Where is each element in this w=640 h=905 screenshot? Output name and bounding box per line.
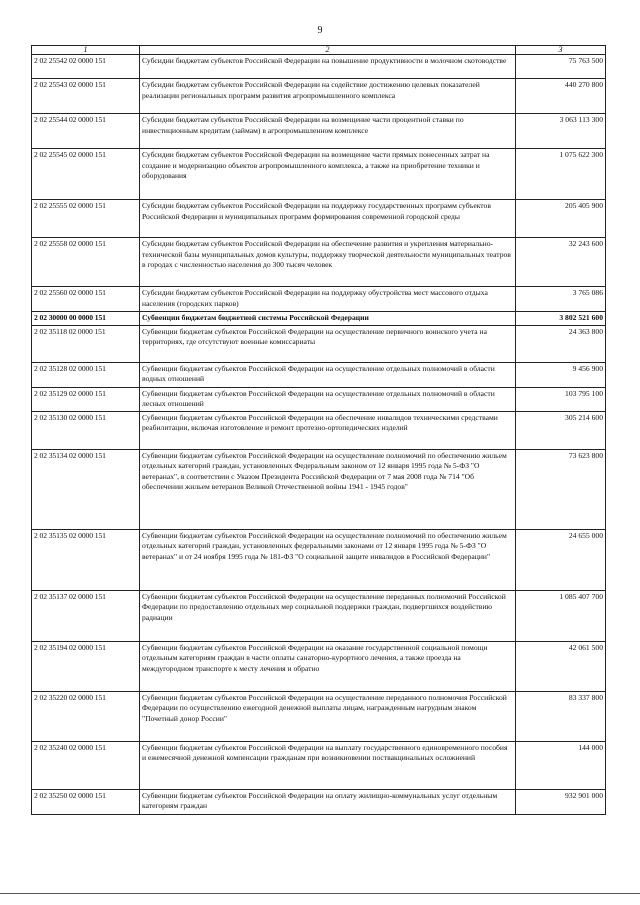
row-code: 2 02 35250 02 0000 151 (32, 789, 140, 814)
row-amount: 9 456 900 (516, 362, 606, 387)
row-name: Субвенции бюджетам субъектов Российской Федерации на осуществление переданных полномочий Российской Федерации по предоставлению отдельных мер социальной поддержки граждан, подвергшихся воздействию радиации (140, 590, 516, 641)
row-code: 2 02 35137 02 0000 151 (32, 590, 140, 641)
table-row (32, 691, 606, 741)
row-amount: 42 061 500 (516, 641, 606, 691)
row-name: Субвенции бюджетам субъектов Российской Федерации на выплату государственного единовременного пособия и ежемесячной денежной компенсации гражданам при возникновении поствакцинальных осложнений (140, 741, 516, 789)
revenue-table (31, 45, 606, 815)
table-row (32, 238, 606, 287)
table-row (32, 114, 606, 149)
table-header-row (32, 46, 606, 55)
row-name: Субсидии бюджетам субъектов Российской Федерации на возмещение части процентной ставки по инвестиционным кредитам (займам) в агропромышленном комплексе (140, 114, 516, 149)
row-amount: 144 000 (516, 741, 606, 789)
table-row (32, 55, 606, 79)
table-row (32, 312, 606, 326)
table-row (32, 590, 606, 641)
table-row (32, 200, 606, 238)
row-name: Субвенции бюджетам субъектов Российской Федерации на обеспечение инвалидов техническими средствами реабилитации, включая изготовление и ремонт протезно-ортопедических изделий (140, 411, 516, 449)
row-code: 2 02 35129 02 0000 151 (32, 387, 140, 411)
row-amount: 32 243 600 (516, 238, 606, 287)
row-amount: 1 075 622 300 (516, 149, 606, 200)
row-code: 2 02 35118 02 0000 151 (32, 325, 140, 362)
row-amount: 3 802 521 600 (516, 312, 606, 326)
row-code: 2 02 35240 02 0000 151 (32, 741, 140, 789)
row-amount: 932 901 000 (516, 789, 606, 814)
row-amount: 440 270 800 (516, 79, 606, 114)
row-code: 2 02 25544 02 0000 151 (32, 114, 140, 149)
row-amount: 3 063 113 300 (516, 114, 606, 149)
row-code: 2 02 35135 02 0000 151 (32, 529, 140, 590)
table-row (32, 741, 606, 789)
row-code: 2 02 25560 02 0000 151 (32, 287, 140, 312)
row-name: Субвенции бюджетам субъектов Российской Федерации на осуществление полномочий по обеспечению жильем отдельных категорий граждан, установленных федеральными законами от 12 января 1995 года № 5-ФЗ "О ветеранах" и от 24 ноября 1995 года № 181-ФЗ "О социальной защите инвалидов в Российской Федерации" (140, 529, 516, 590)
row-amount: 83 337 800 (516, 691, 606, 741)
row-code: 2 02 35130 02 0000 151 (32, 411, 140, 449)
row-code: 2 02 25555 02 0000 151 (32, 200, 140, 238)
row-code: 2 02 25542 02 0000 151 (32, 55, 140, 79)
page-bottom-rule (0, 893, 640, 894)
column-header-code: 1 (32, 46, 140, 55)
row-amount: 1 085 407 700 (516, 590, 606, 641)
row-name: Субсидии бюджетам субъектов Российской Федерации на поддержку обустройства мест массового отдыха населения (городских парков) (140, 287, 516, 312)
row-code: 2 02 35194 02 0000 151 (32, 641, 140, 691)
row-code: 2 02 25558 02 0000 151 (32, 238, 140, 287)
table-row (32, 287, 606, 312)
row-name: Субвенции бюджетам бюджетной системы Российской Федерации (140, 312, 516, 326)
row-amount: 3 765 086 (516, 287, 606, 312)
row-amount: 205 405 900 (516, 200, 606, 238)
row-name: Субвенции бюджетам субъектов Российской Федерации на оплату жилищно-коммунальных услуг отдельным категориям граждан (140, 789, 516, 814)
row-name: Субсидии бюджетам субъектов Российской Федерации на повышение продуктивности в молочном скотоводстве (140, 55, 516, 79)
table-row (32, 641, 606, 691)
row-amount: 103 795 100 (516, 387, 606, 411)
table-row (32, 449, 606, 529)
row-name: Субсидии бюджетам субъектов Российской Федерации на возмещение части прямых понесенных затрат на создание и модернизацию объектов агропромышленного комплекса, а также на приобретение техники и оборудования (140, 149, 516, 200)
row-code: 2 02 25543 02 0000 151 (32, 79, 140, 114)
row-code: 2 02 35220 02 0000 151 (32, 691, 140, 741)
row-amount: 75 763 500 (516, 55, 606, 79)
table-row (32, 529, 606, 590)
row-name: Субвенции бюджетам субъектов Российской Федерации на осуществление переданного полномочия Российской Федерации по осуществлению ежегодной денежной выплаты лицам, награжденным нагрудным знаком "Почетный донор России" (140, 691, 516, 741)
table-row (32, 789, 606, 814)
row-amount: 24 363 800 (516, 325, 606, 362)
table-row (32, 387, 606, 411)
row-name: Субсидии бюджетам субъектов Российской Федерации на содействие достижению целевых показателей реализации региональных программ развития агропромышленного комплекса (140, 79, 516, 114)
row-amount: 24 655 000 (516, 529, 606, 590)
row-name: Субвенции бюджетам субъектов Российской Федерации на осуществление первичного воинского учета на территориях, где отсутствуют военные комиссариаты (140, 325, 516, 362)
table-row (32, 79, 606, 114)
row-name: Субвенции бюджетам субъектов Российской Федерации на осуществление полномочий по обеспечению жильем отдельных категорий граждан, установленных Федеральным законом от 12 января 1995 года № 5-ФЗ "О ветеранах", в соответствии с Указом Президента Российской Федерации от 7 мая 2008 года № 714 "Об обеспечении жильем ветеранов Великой Отечественной войны 1941 - 1945 годов" (140, 449, 516, 529)
row-code: 2 02 25545 02 0000 151 (32, 149, 140, 200)
table-row (32, 411, 606, 449)
table-row (32, 362, 606, 387)
row-code: 2 02 35128 02 0000 151 (32, 362, 140, 387)
column-header-name: 2 (140, 46, 516, 55)
row-amount: 73 623 800 (516, 449, 606, 529)
table-row (32, 325, 606, 362)
page-number: 9 (317, 25, 323, 36)
row-name: Субвенции бюджетам субъектов Российской Федерации на осуществление отдельных полномочий в области лесных отношений (140, 387, 516, 411)
row-name: Субсидии бюджетам субъектов Российской Федерации на обеспечение развития и укрепления материально-технической базы муниципальных домов культуры, поддержку творческой деятельности муниципальных театров в городах с численностью населения до 300 тысяч человек (140, 238, 516, 287)
table-row (32, 149, 606, 200)
row-code: 2 02 30000 00 0000 151 (32, 312, 140, 326)
row-name: Субвенции бюджетам субъектов Российской Федерации на оказание государственной социальной помощи отдельным категориям граждан в части оплаты санаторно-курортного лечения, а также проезда на междугородном транспорте к месту лечения и обратно (140, 641, 516, 691)
row-code: 2 02 35134 02 0000 151 (32, 449, 140, 529)
row-name: Субсидии бюджетам субъектов Российской Федерации на поддержку государственных программ субъектов Российской Федерации и муниципальных программ формирования современной городской среды (140, 200, 516, 238)
row-amount: 305 214 600 (516, 411, 606, 449)
row-name: Субвенции бюджетам субъектов Российской Федерации на осуществление отдельных полномочий в области водных отношений (140, 362, 516, 387)
column-header-amount: 3 (516, 46, 606, 55)
